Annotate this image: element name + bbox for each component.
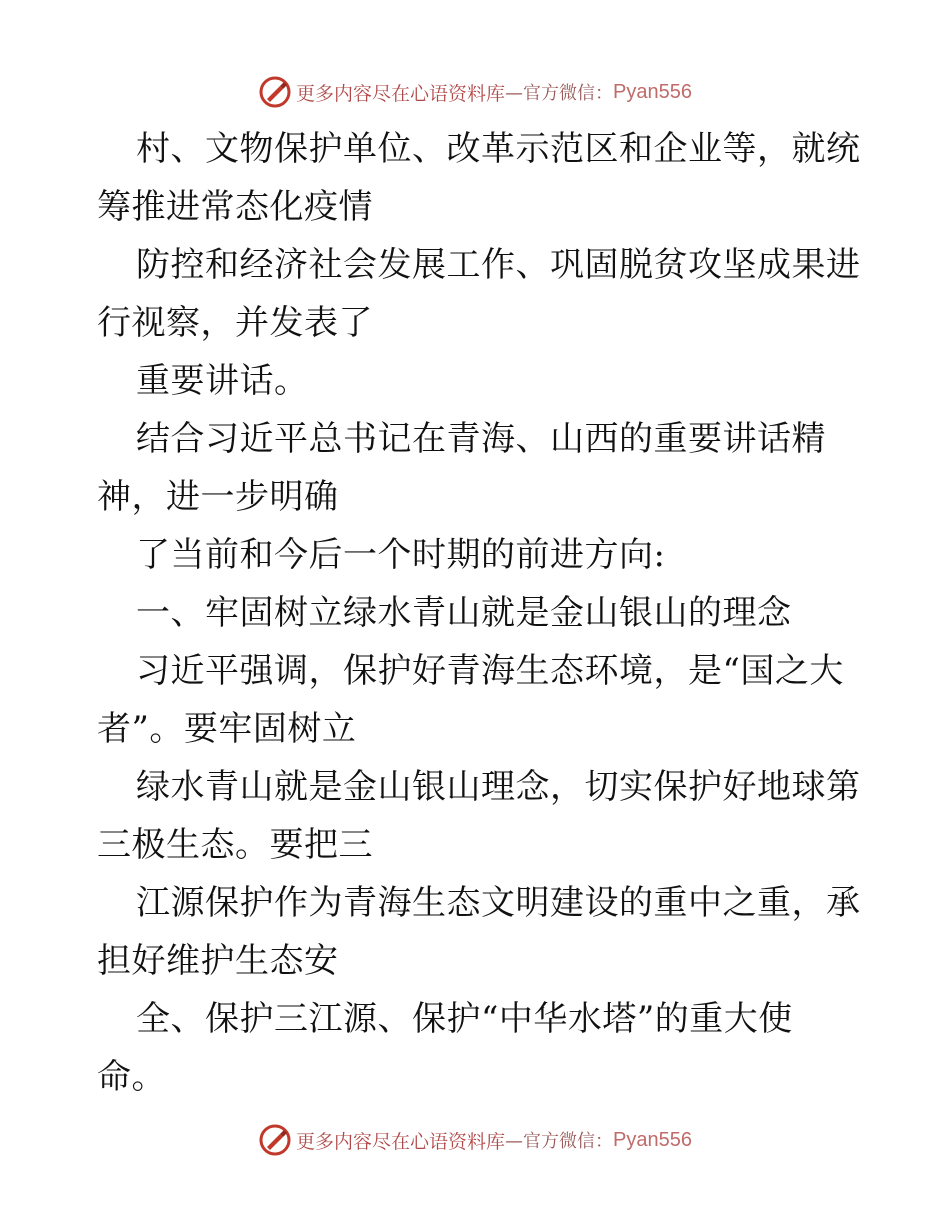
text-line: 筹推进常态化疫情 [97,187,373,227]
text-line: 村、文物保护单位、改革示范区和企业等，就统 [136,129,861,169]
text-line: 三极生态。要把三 [97,825,373,865]
pen-logo-icon [258,1123,292,1157]
watermark-label: 更多内容尽在心语资料库 [296,82,506,105]
watermark-official: —官方微信： [505,1131,614,1152]
text-line: 者”。要牢固树立 [97,709,357,749]
pen-logo-icon [258,75,292,109]
text-line: 全、保护三江源、保护“中华水塔”的重大使 [136,999,793,1039]
header-watermark [0,72,950,112]
text-line: 结合习近平总书记在青海、山西的重要讲话精 [136,419,826,459]
text-line: 命。 [97,1057,166,1097]
text-line: 重要讲话。 [136,361,309,401]
text-line: 习近平强调，保护好青海生态环境，是“国之大 [136,651,844,691]
section-heading: 一、牢固树立绿水青山就是金山银山的理念 [136,593,792,633]
text-line: 行视察，并发表了 [97,303,373,343]
text-line: 绿水青山就是金山银山理念，切实保护好地球第 [136,767,861,807]
watermark-label: 更多内容尽在心语资料库 [296,1130,506,1153]
body-text [97,120,877,1106]
text-line: 防控和经济社会发展工作、巩固脱贫攻坚成果进 [136,245,861,285]
text-line: 神，进一步明确 [97,477,339,517]
text-line: 担好维护生态安 [97,941,339,981]
watermark-official: —官方微信： [505,83,614,104]
footer-watermark [0,1120,950,1160]
text-line: 了当前和今后一个时期的前进方向: [136,535,666,575]
watermark-id: Pyan556 [613,1128,692,1151]
text-line: 江源保护作为青海生态文明建设的重中之重，承 [136,883,861,923]
watermark-id: Pyan556 [613,80,692,103]
